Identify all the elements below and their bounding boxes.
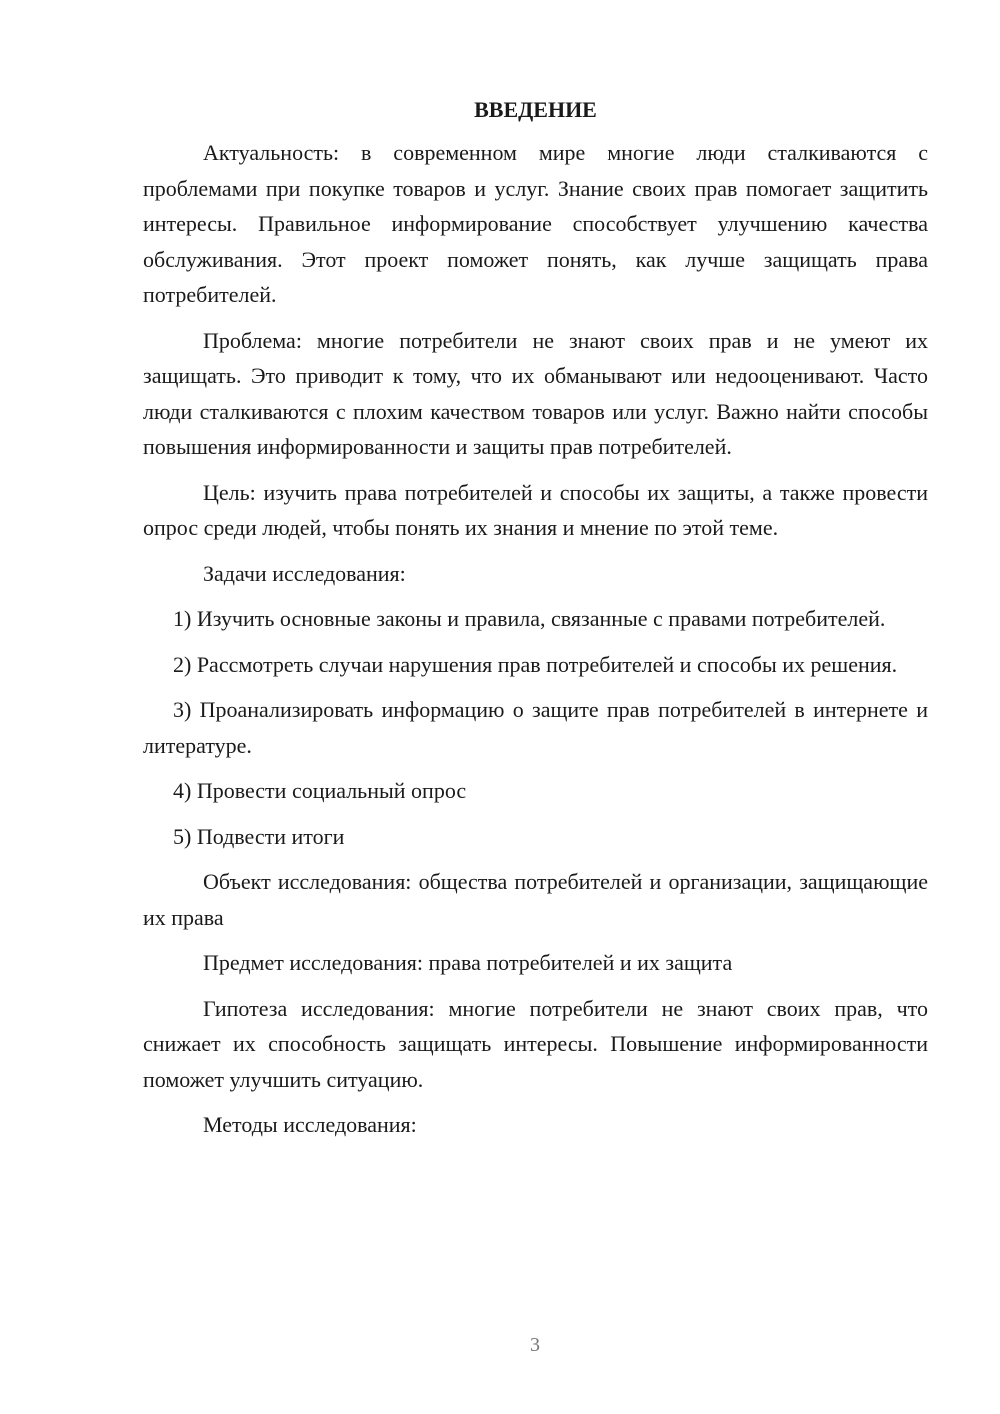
task-item-2: 2) Рассмотреть случаи нарушения прав потребителей и способы их решения. — [173, 651, 898, 677]
paragraph-relevance: Актуальность: в современном мире многие люди сталкиваются с проблемами при покупке товаров и услуг. Знание своих прав помогает защитить интересы. Правильное информирование способствует улучшению качества обслуживания. Этот проект поможет понять, как лучше защищать права потребителей. — [143, 140, 928, 307]
document-body — [143, 95, 928, 1153]
page-number: 3 — [530, 1334, 540, 1356]
task-item-5: 5) Подвести итоги — [173, 823, 345, 849]
paragraph-subject: Предмет исследования: права потребителей и их защита — [203, 950, 733, 975]
section-title: ВВЕДЕНИЕ — [474, 97, 597, 122]
paragraph-goal: Цель: изучить права потребителей и способы их защиты, а также провести опрос среди людей, чтобы понять их знания и мнение по этой теме. — [143, 479, 928, 540]
paragraph-problem: Проблема: многие потребители не знают своих прав и не умеют их защищать. Это приводит к тому, что их обманывают или недооценивают. Часто люди сталкиваются с плохим качеством товаров или услуг. Важно найти способы повышения информированности и защиты прав потребителей. — [143, 327, 928, 459]
task-item-3: 3) Проанализировать информацию о защите прав потребителей в интернете и литературе. — [143, 697, 928, 758]
paragraph-object: Объект исследования: общества потребителей и организации, защищающие их права — [143, 869, 928, 930]
tasks-heading: Задачи исследования: — [203, 560, 406, 586]
task-item-4: 4) Провести социальный опрос — [173, 778, 467, 803]
paragraph-hypothesis: Гипотеза исследования: многие потребители не знают своих прав, что снижает их способность защищать интересы. Повышение информированности поможет улучшить ситуацию. — [143, 995, 928, 1092]
methods-heading: Методы исследования: — [203, 1112, 417, 1137]
task-item-1: 1) Изучить основные законы и правила, связанные с правами потребителей. — [173, 606, 886, 631]
